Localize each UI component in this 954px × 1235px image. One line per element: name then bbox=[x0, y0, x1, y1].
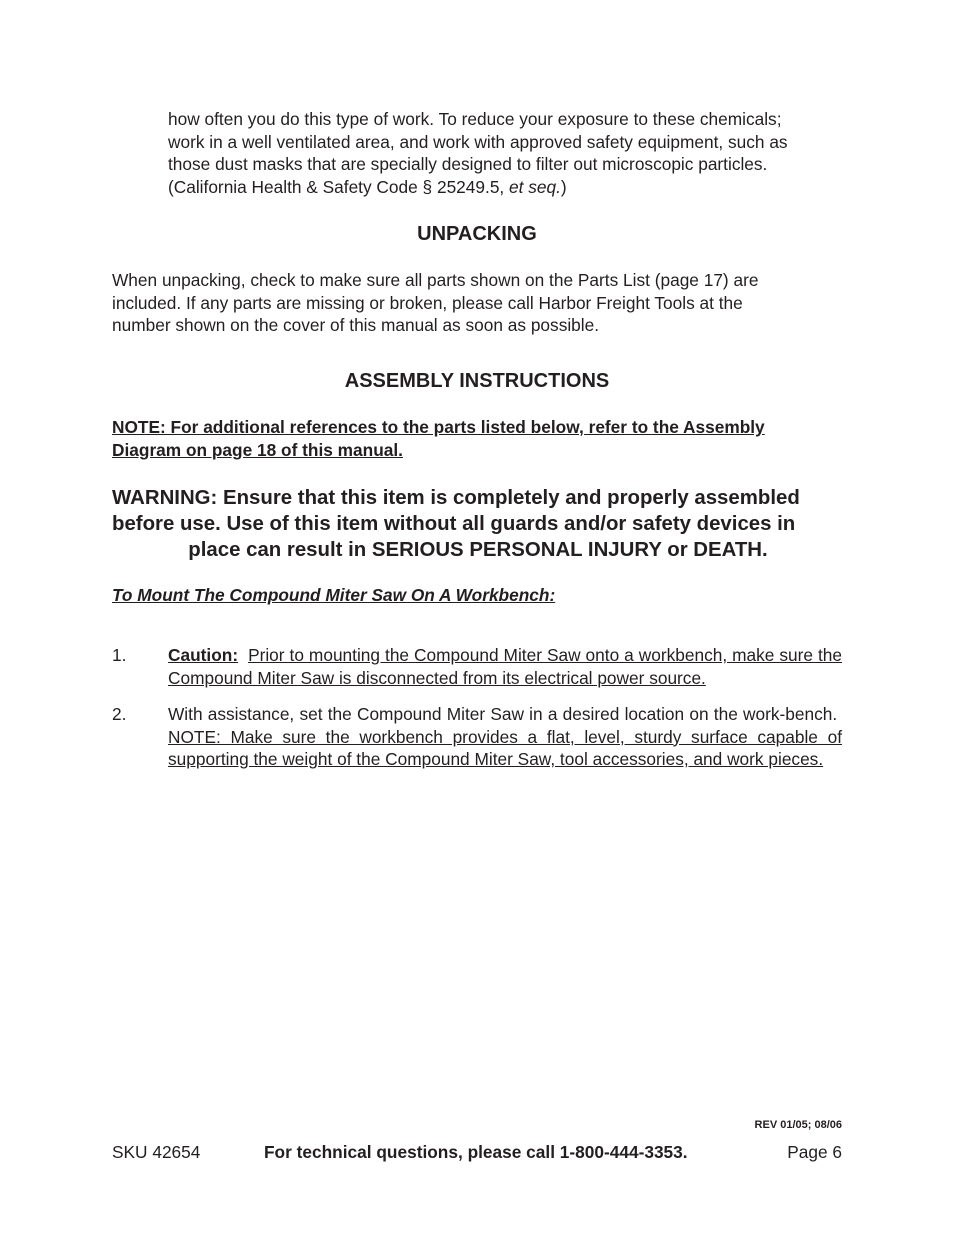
step-number: 1. bbox=[112, 645, 127, 665]
citation-suffix: ) bbox=[560, 177, 567, 198]
intro-line: how often you do this type of work. To reduce your exposure to these chemicals; bbox=[168, 109, 782, 129]
step-body bbox=[168, 644, 842, 689]
step-number: 2. bbox=[112, 704, 127, 724]
unpacking-line: included. If any parts are missing or broken, please call Harbor Freight Tools at the bbox=[112, 292, 743, 313]
page-number: Page 6 bbox=[787, 1142, 842, 1162]
assembly-note bbox=[112, 416, 842, 461]
unpacking-heading: UNPACKING bbox=[417, 223, 537, 245]
step-body bbox=[168, 703, 842, 771]
step-text: Prior to mounting the Compound Miter Saw onto a workbench, make sure the Compound Miter Saw is disconnected from its electrical power source. bbox=[168, 645, 842, 688]
warning-block bbox=[112, 485, 844, 563]
citation-prefix: (California Health & Safety Code § 25249.5, bbox=[168, 177, 510, 198]
warning-line: WARNING: Ensure that this item is completely and properly assembled bbox=[112, 487, 800, 509]
warning-line: place can result in SERIOUS PERSONAL INJURY or DEATH. bbox=[188, 539, 768, 561]
unpacking-paragraph bbox=[112, 269, 852, 337]
sku-label: SKU 42654 bbox=[112, 1142, 201, 1162]
intro-line: those dust masks that are specially designed to filter out microscopic particles. bbox=[168, 154, 768, 175]
step-note: NOTE: Make sure the workbench provides a flat, level, sturdy surface capable of supporting the weight of the Compound Miter Saw, tool accessories, and work pieces. bbox=[168, 726, 842, 770]
intro-line: work in a well ventilated area, and work with approved safety equipment, such as bbox=[168, 131, 788, 152]
unpacking-line: number shown on the cover of this manual as soon as possible. bbox=[112, 315, 600, 336]
assembly-note-line: NOTE: For additional references to the parts listed below, refer to the Assembly bbox=[112, 417, 765, 437]
caution-label: Caution: bbox=[168, 645, 239, 665]
revision-label: REV 01/05; 08/06 bbox=[754, 1119, 842, 1131]
intro-citation bbox=[168, 176, 848, 199]
assembly-heading: ASSEMBLY INSTRUCTIONS bbox=[344, 370, 610, 392]
unpacking-line: When unpacking, check to make sure all parts shown on the Parts List (page 17) are bbox=[112, 270, 759, 290]
citation-italic: et seq. bbox=[509, 177, 561, 198]
assembly-note-line: Diagram on page 18 of this manual. bbox=[112, 439, 403, 460]
intro-paragraph bbox=[168, 108, 848, 199]
step-text: With assistance, set the Compound Miter Saw in a desired location on the work-bench. bbox=[168, 704, 838, 724]
warning-line: before use. Use of this item without all guards and/or safety devices in bbox=[112, 513, 796, 535]
mounting-subheading: To Mount The Compound Miter Saw On A Workbench: bbox=[112, 585, 556, 605]
support-phone-text: For technical questions, please call 1-800-444-3353. bbox=[264, 1142, 688, 1162]
